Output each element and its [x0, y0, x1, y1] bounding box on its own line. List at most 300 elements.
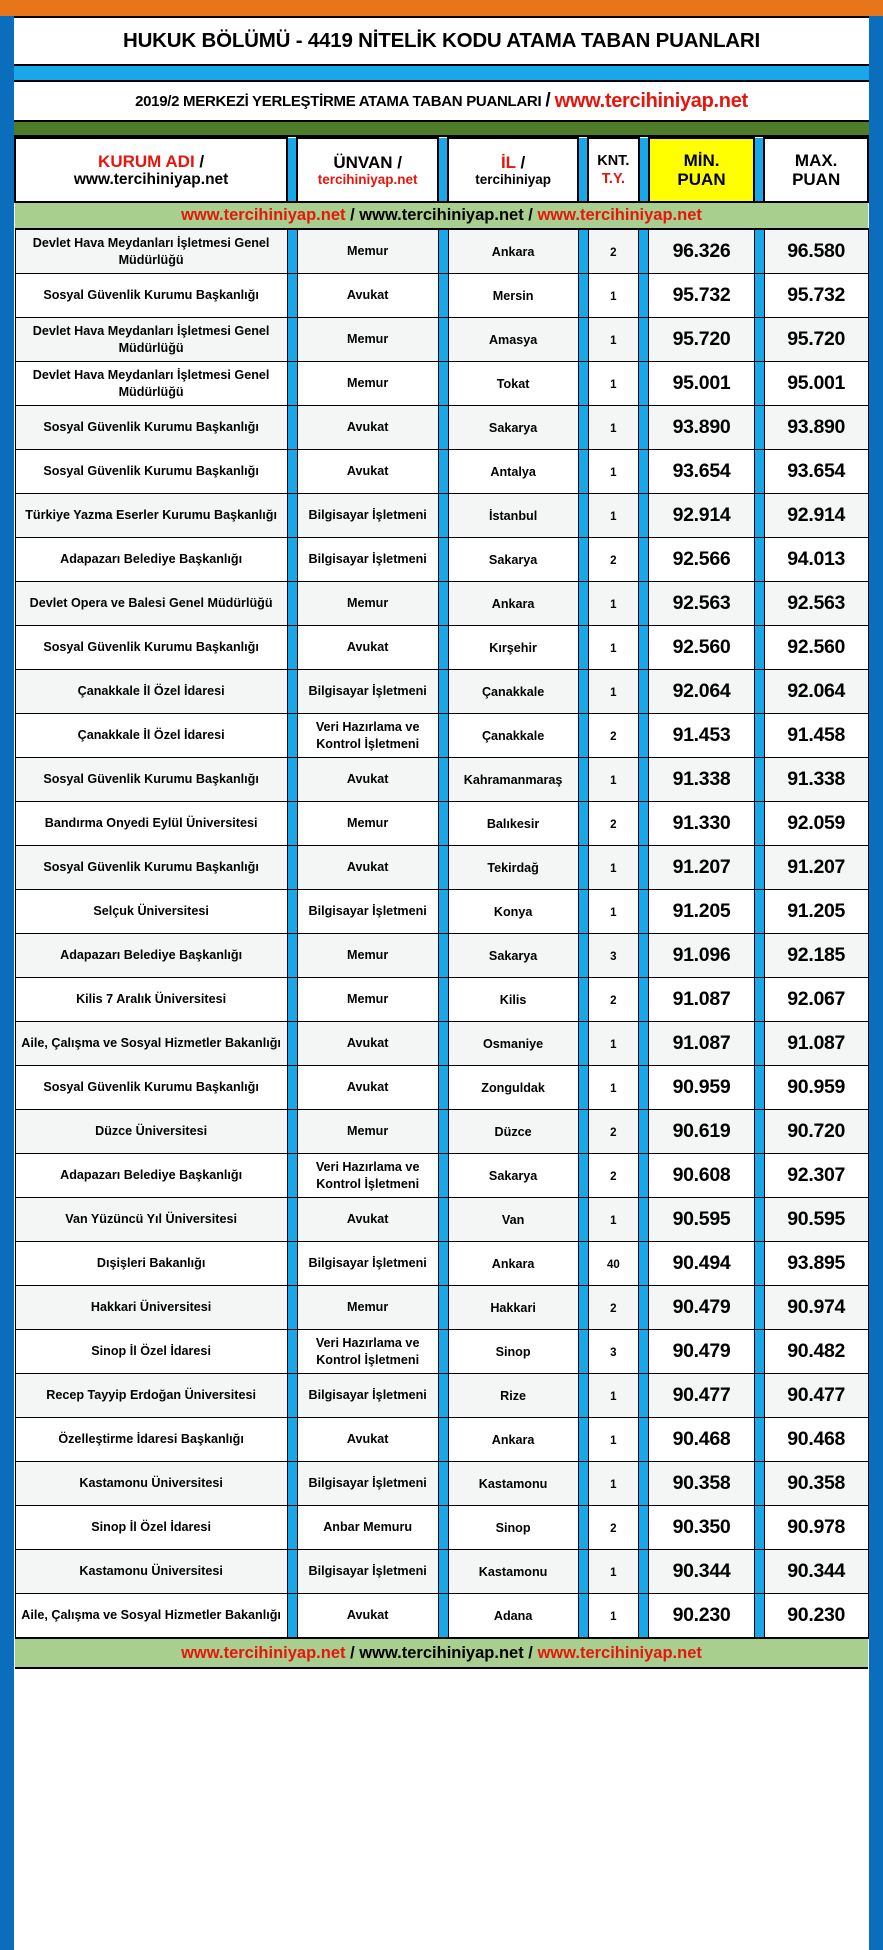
cell-il-text: Çanakkale	[481, 684, 545, 699]
row-divider	[438, 450, 448, 494]
cell-min-puan	[649, 890, 755, 934]
cell-kurum-text: Sosyal Güvenlik Kurumu Başkanlığı	[43, 464, 259, 479]
cell-max-puan	[764, 802, 868, 846]
row-divider	[438, 846, 448, 890]
row-divider	[639, 626, 649, 670]
content-body	[14, 16, 869, 1950]
table-row	[15, 362, 868, 406]
row-divider	[578, 1418, 588, 1462]
cell-knt-text: 1	[610, 1214, 617, 1227]
table-row	[15, 494, 868, 538]
cell-min-puan	[649, 626, 755, 670]
cell-kurum	[15, 1550, 287, 1594]
table-row	[15, 1462, 868, 1506]
cell-kurum-text: Adapazarı Belediye Başkanlığı	[60, 552, 243, 567]
row-divider	[287, 626, 297, 670]
cell-max-puan	[764, 714, 868, 758]
row-divider	[287, 406, 297, 450]
row-divider	[754, 1286, 764, 1330]
cell-knt-text: 2	[610, 994, 617, 1007]
cell-il	[448, 1022, 578, 1066]
row-divider	[578, 758, 588, 802]
row-divider	[639, 582, 649, 626]
row-divider	[639, 494, 649, 538]
cell-knt	[588, 450, 639, 494]
row-divider	[287, 362, 297, 406]
row-divider	[754, 978, 764, 1022]
row-divider	[639, 1242, 649, 1286]
cell-unvan	[297, 1506, 438, 1550]
cell-knt	[588, 1066, 639, 1110]
cell-il-text: Balıkesir	[486, 816, 540, 831]
cell-max-puan-text: 90.595	[787, 1208, 846, 1230]
cell-kurum	[15, 1462, 287, 1506]
row-divider	[438, 802, 448, 846]
cell-knt-text: 2	[610, 1126, 617, 1139]
cell-kurum-text: Bandırma Onyedi Eylül Üniversitesi	[44, 816, 258, 831]
promo-link-6[interactable]: www.tercihiniyap.net	[537, 1643, 702, 1662]
cell-min-puan-text: 91.205	[672, 900, 731, 922]
cell-min-puan	[649, 1154, 755, 1198]
row-divider	[578, 450, 588, 494]
cell-min-puan	[649, 1022, 755, 1066]
row-divider	[639, 1286, 649, 1330]
cell-il-text: Osmaniye	[482, 1036, 544, 1051]
cell-min-puan-text: 92.064	[672, 680, 731, 702]
cell-knt	[588, 1374, 639, 1418]
cell-kurum	[15, 1418, 287, 1462]
promo-sep-1: /	[345, 206, 360, 224]
cell-unvan-text: Avukat	[346, 772, 389, 787]
row-divider	[639, 890, 649, 934]
kurum-header-line2: www.tercihiniyap.net	[73, 170, 229, 188]
cell-il	[448, 362, 578, 406]
table-row	[15, 1022, 868, 1066]
row-divider	[639, 1506, 649, 1550]
row-divider	[754, 1374, 764, 1418]
cell-kurum	[15, 318, 287, 362]
cell-max-puan-text: 95.001	[787, 372, 846, 394]
row-divider	[578, 1110, 588, 1154]
column-divider-5	[754, 138, 764, 202]
row-divider	[438, 538, 448, 582]
row-divider	[578, 1462, 588, 1506]
cell-max-puan-text: 93.895	[787, 1252, 846, 1274]
table-row	[15, 1154, 868, 1198]
cell-il-text: Kırşehir	[489, 640, 537, 655]
row-divider	[754, 1198, 764, 1242]
row-divider	[438, 1286, 448, 1330]
row-divider	[287, 934, 297, 978]
row-divider	[287, 1462, 297, 1506]
row-divider	[639, 1110, 649, 1154]
cell-knt	[588, 1506, 639, 1550]
promo-band-bottom	[15, 1638, 868, 1668]
cell-max-puan	[764, 274, 868, 318]
promo-link-1[interactable]: www.tercihiniyap.net	[181, 206, 346, 224]
promo-link-2[interactable]: www.tercihiniyap.net	[359, 206, 524, 224]
cell-il-text: Kilis	[499, 992, 527, 1007]
cell-il	[448, 978, 578, 1022]
table-row	[15, 538, 868, 582]
cell-knt-text: 1	[610, 598, 617, 611]
table-row	[15, 229, 868, 274]
cell-min-puan-text: 92.914	[672, 504, 731, 526]
row-divider	[438, 1198, 448, 1242]
row-divider	[287, 1550, 297, 1594]
cell-kurum-text: Devlet Opera ve Balesi Genel Müdürlüğü	[29, 596, 273, 611]
cell-unvan-text: Avukat	[346, 860, 389, 875]
cell-kurum	[15, 494, 287, 538]
subtitle-text: 2019/2 MERKEZİ YERLEŞTİRME ATAMA TABAN PUANLARI	[135, 92, 542, 110]
promo-link-5[interactable]: www.tercihiniyap.net	[359, 1643, 524, 1662]
cell-max-puan	[764, 1418, 868, 1462]
cell-kurum-text: Sosyal Güvenlik Kurumu Başkanlığı	[43, 772, 259, 787]
row-divider	[578, 1198, 588, 1242]
cell-min-puan-text: 91.453	[672, 724, 731, 746]
table-row	[15, 274, 868, 318]
cell-min-puan	[649, 802, 755, 846]
cell-unvan-text: Avukat	[346, 288, 389, 303]
cell-max-puan-text: 92.067	[787, 988, 846, 1010]
cell-knt	[588, 1198, 639, 1242]
cell-max-puan-text: 95.720	[787, 328, 846, 350]
cell-il-text: İstanbul	[488, 508, 538, 523]
cell-knt-text: 2	[610, 730, 617, 743]
cell-max-puan	[764, 1550, 868, 1594]
cell-unvan-text: Anbar Memuru	[323, 1520, 413, 1535]
cell-kurum-text: Devlet Hava Meydanları İşletmesi Genel Müdürlüğü	[32, 323, 270, 355]
column-header-il	[448, 138, 578, 202]
cell-max-puan-text: 91.458	[787, 724, 846, 746]
cell-kurum	[15, 450, 287, 494]
cell-unvan	[297, 450, 438, 494]
cell-max-puan-text: 92.563	[787, 592, 846, 614]
cell-il	[448, 890, 578, 934]
cell-unvan	[297, 1286, 438, 1330]
cell-kurum	[15, 934, 287, 978]
cell-max-puan	[764, 1594, 868, 1639]
row-divider	[438, 978, 448, 1022]
cell-kurum-text: Hakkari Üniversitesi	[90, 1300, 212, 1315]
row-divider	[438, 406, 448, 450]
cell-il-text: Ankara	[491, 596, 535, 611]
max-header-line1: MAX.	[794, 150, 838, 170]
promo-text-top	[181, 206, 702, 224]
cell-unvan	[297, 714, 438, 758]
cell-knt-text: 1	[610, 642, 617, 655]
table-row	[15, 934, 868, 978]
cell-min-puan	[649, 1374, 755, 1418]
cell-unvan-text: Bilgisayar İşletmeni	[308, 1388, 427, 1403]
cell-unvan	[297, 362, 438, 406]
row-divider	[639, 450, 649, 494]
cell-unvan-text: Bilgisayar İşletmeni	[308, 1476, 427, 1491]
row-divider	[754, 318, 764, 362]
row-divider	[639, 1462, 649, 1506]
promo-link-3[interactable]: www.tercihiniyap.net	[537, 206, 702, 224]
cell-max-puan	[764, 1154, 868, 1198]
row-divider	[578, 1242, 588, 1286]
cell-knt	[588, 626, 639, 670]
cell-unvan-text: Avukat	[346, 640, 389, 655]
table-header	[15, 138, 868, 229]
row-divider	[287, 846, 297, 890]
row-divider	[438, 229, 448, 274]
cell-min-puan	[649, 362, 755, 406]
row-divider	[438, 1022, 448, 1066]
cell-il	[448, 1110, 578, 1154]
cell-kurum	[15, 274, 287, 318]
cell-max-puan	[764, 1330, 868, 1374]
cell-unvan	[297, 494, 438, 538]
cell-knt	[588, 1022, 639, 1066]
cell-kurum-text: Kastamonu Üniversitesi	[79, 1564, 223, 1579]
page-title: HUKUK BÖLÜMÜ - 4419 NİTELİK KODU ATAMA TABAN PUANLARI	[122, 29, 761, 52]
cell-max-puan-text: 90.482	[787, 1340, 846, 1362]
row-divider	[639, 318, 649, 362]
cell-unvan-text: Avukat	[346, 1212, 389, 1227]
green-separator-1	[14, 122, 869, 137]
row-divider	[438, 1374, 448, 1418]
cell-kurum	[15, 626, 287, 670]
cell-unvan-text: Bilgisayar İşletmeni	[308, 1564, 427, 1579]
cell-max-puan-text: 90.720	[787, 1120, 846, 1142]
table-row	[15, 978, 868, 1022]
cell-max-puan-text: 92.059	[787, 812, 846, 834]
cell-min-puan-text: 90.344	[672, 1560, 731, 1582]
cell-min-puan-text: 92.560	[672, 636, 731, 658]
row-divider	[287, 1022, 297, 1066]
cell-unvan	[297, 1330, 438, 1374]
cell-min-puan	[649, 1242, 755, 1286]
cell-il	[448, 670, 578, 714]
knt-header-line2: T.Y.	[601, 171, 626, 187]
row-divider	[438, 1154, 448, 1198]
row-divider	[438, 1242, 448, 1286]
cell-knt	[588, 1242, 639, 1286]
column-divider-3	[578, 138, 588, 202]
cell-il-text: Kastamonu	[478, 1476, 548, 1491]
cell-min-puan	[649, 1418, 755, 1462]
row-divider	[578, 1330, 588, 1374]
cell-kurum-text: Çanakkale İl Özel İdaresi	[77, 728, 225, 743]
cell-kurum-text: Adapazarı Belediye Başkanlığı	[60, 1168, 243, 1183]
cell-il	[448, 1594, 578, 1639]
table-row	[15, 714, 868, 758]
row-divider	[578, 274, 588, 318]
cell-min-puan	[649, 714, 755, 758]
row-divider	[287, 274, 297, 318]
promo-sep-4: /	[523, 1643, 538, 1662]
row-divider	[287, 1418, 297, 1462]
cell-max-puan-text: 93.890	[787, 416, 846, 438]
row-divider	[754, 934, 764, 978]
cell-unvan	[297, 890, 438, 934]
cell-knt-text: 1	[610, 1390, 617, 1403]
cell-unvan	[297, 318, 438, 362]
cell-max-puan-text: 90.477	[787, 1384, 846, 1406]
row-divider	[438, 758, 448, 802]
row-divider	[639, 1330, 649, 1374]
header-row	[15, 138, 868, 202]
cell-max-puan-text: 92.914	[787, 504, 846, 526]
promo-sep-3: /	[345, 1643, 360, 1662]
table-row	[15, 318, 868, 362]
cell-max-puan-text: 96.580	[787, 240, 846, 262]
row-divider	[754, 1418, 764, 1462]
cell-max-puan-text: 94.013	[787, 548, 846, 570]
table-row	[15, 846, 868, 890]
cell-kurum	[15, 758, 287, 802]
row-divider	[754, 626, 764, 670]
cell-unvan	[297, 626, 438, 670]
row-divider	[287, 1154, 297, 1198]
cell-min-puan	[649, 1462, 755, 1506]
cell-max-puan-text: 91.087	[787, 1032, 846, 1054]
cell-knt	[588, 494, 639, 538]
cell-max-puan	[764, 229, 868, 274]
cell-unvan	[297, 1374, 438, 1418]
row-divider	[754, 494, 764, 538]
cell-unvan	[297, 934, 438, 978]
cell-knt	[588, 714, 639, 758]
table-row	[15, 1374, 868, 1418]
cell-il	[448, 450, 578, 494]
cell-knt-text: 1	[610, 906, 617, 919]
row-divider	[754, 1506, 764, 1550]
cell-unvan-text: Veri Hazırlama ve Kontrol İşletmeni	[315, 1160, 420, 1191]
row-divider	[639, 1550, 649, 1594]
cell-knt	[588, 846, 639, 890]
cell-max-puan	[764, 890, 868, 934]
cell-unvan	[297, 1418, 438, 1462]
row-divider	[287, 670, 297, 714]
row-divider	[287, 538, 297, 582]
cell-unvan	[297, 1594, 438, 1639]
row-divider	[639, 1374, 649, 1418]
cell-kurum	[15, 362, 287, 406]
cell-knt	[588, 934, 639, 978]
cell-knt	[588, 978, 639, 1022]
cell-kurum-text: Sinop İl Özel İdaresi	[91, 1520, 211, 1535]
row-divider	[754, 1462, 764, 1506]
cell-il	[448, 626, 578, 670]
cell-knt	[588, 1594, 639, 1639]
cell-max-puan-text: 90.230	[787, 1604, 846, 1626]
cell-kurum	[15, 1022, 287, 1066]
cell-il-text: Çanakkale	[481, 728, 545, 743]
cell-il-text: Van	[501, 1212, 525, 1227]
cell-min-puan	[649, 1330, 755, 1374]
cell-min-puan-text: 91.096	[672, 944, 731, 966]
cell-il	[448, 1286, 578, 1330]
row-divider	[287, 758, 297, 802]
promo-cell-bottom	[15, 1638, 868, 1668]
table-row	[15, 1286, 868, 1330]
cell-kurum-text: Kastamonu Üniversitesi	[79, 1476, 223, 1491]
cell-kurum	[15, 1154, 287, 1198]
cell-il-text: Amasya	[488, 332, 538, 347]
cell-kurum	[15, 1110, 287, 1154]
scores-table	[14, 137, 869, 1669]
row-divider	[287, 494, 297, 538]
row-divider	[578, 1154, 588, 1198]
row-divider	[438, 934, 448, 978]
cell-il-text: Ankara	[491, 1432, 535, 1447]
cell-kurum	[15, 1374, 287, 1418]
cell-max-puan-text: 92.560	[787, 636, 846, 658]
cell-knt	[588, 1154, 639, 1198]
row-divider	[287, 1594, 297, 1639]
table-row	[15, 890, 868, 934]
cell-unvan-text: Avukat	[346, 464, 389, 479]
cell-min-puan-text: 90.477	[672, 1384, 731, 1406]
cell-il-text: Sakarya	[488, 420, 538, 435]
row-divider	[754, 1022, 764, 1066]
cell-kurum-text: Sosyal Güvenlik Kurumu Başkanlığı	[43, 1080, 259, 1095]
cell-max-puan	[764, 1198, 868, 1242]
cell-max-puan	[764, 626, 868, 670]
cell-unvan-text: Memur	[346, 948, 389, 963]
row-divider	[438, 1594, 448, 1639]
cell-max-puan-text: 95.732	[787, 284, 846, 306]
cell-max-puan	[764, 362, 868, 406]
table-row	[15, 1330, 868, 1374]
cell-il	[448, 1418, 578, 1462]
cell-il	[448, 1066, 578, 1110]
cell-unvan	[297, 1066, 438, 1110]
cell-il	[448, 1198, 578, 1242]
row-divider	[578, 1286, 588, 1330]
unvan-header-line2: tercihiniyap.net	[317, 171, 418, 187]
cell-unvan-text: Bilgisayar İşletmeni	[308, 552, 427, 567]
cell-min-puan	[649, 846, 755, 890]
cell-knt-text: 1	[610, 1434, 617, 1447]
promo-link-4[interactable]: www.tercihiniyap.net	[181, 1643, 346, 1662]
row-divider	[754, 229, 764, 274]
cell-unvan	[297, 670, 438, 714]
cell-min-puan-text: 91.087	[672, 988, 731, 1010]
subtitle-website-link[interactable]: www.tercihiniyap.net	[554, 89, 748, 112]
header-slash: /	[194, 151, 205, 171]
cell-knt	[588, 802, 639, 846]
cell-knt-text: 3	[610, 950, 617, 963]
unvan-header-line1: ÜNVAN /	[333, 152, 402, 172]
cell-min-puan-text: 90.595	[672, 1208, 731, 1230]
page-title-band	[14, 16, 869, 66]
cell-kurum-text: Çanakkale İl Özel İdaresi	[77, 684, 225, 699]
cell-il	[448, 714, 578, 758]
min-header-line1: MİN.	[683, 150, 720, 170]
cell-max-puan	[764, 978, 868, 1022]
knt-header-line1: KNT.	[597, 153, 630, 170]
table-row	[15, 670, 868, 714]
row-divider	[578, 362, 588, 406]
row-divider	[438, 1418, 448, 1462]
row-divider	[639, 846, 649, 890]
row-divider	[438, 626, 448, 670]
cell-max-puan-text: 92.064	[787, 680, 846, 702]
cell-unvan-text: Memur	[346, 992, 389, 1007]
cell-max-puan	[764, 1506, 868, 1550]
cell-il-text: Hakkari	[490, 1300, 536, 1315]
cell-unvan-text: Avukat	[346, 1608, 389, 1623]
cell-unvan-text: Memur	[346, 1124, 389, 1139]
row-divider	[578, 406, 588, 450]
row-divider	[754, 670, 764, 714]
cell-unvan-text: Veri Hazırlama ve Kontrol İşletmeni	[315, 720, 420, 751]
